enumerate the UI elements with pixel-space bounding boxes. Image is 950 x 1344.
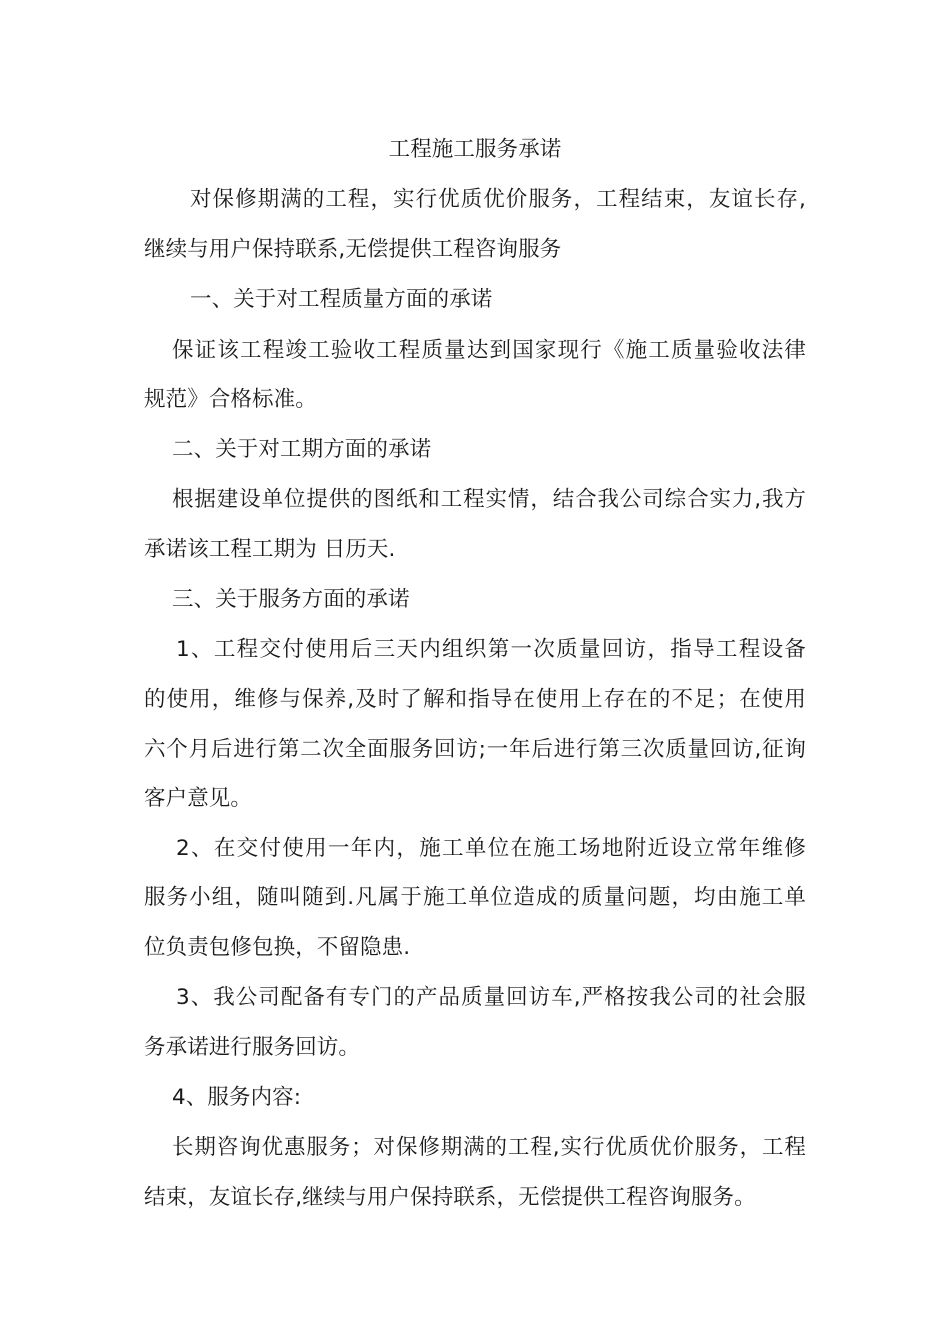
- intro-line-1: 对保修期满的工程，实行优质优价服务，工程结束，友谊长存,: [190, 187, 806, 212]
- section-1-heading: 一、关于对工程质量方面的承诺: [190, 287, 493, 312]
- section-3-item-3-line-1: 3、我公司配备有专门的产品质量回访车,严格按我公司的社会服: [176, 985, 806, 1010]
- section-1-line-1: 保证该工程竣工验收工程质量达到国家现行《施工质量验收法律: [172, 338, 806, 363]
- section-2-line-1: 根据建设单位提供的图纸和工程实情，结合我公司综合实力,我方: [172, 487, 806, 512]
- section-3-item-3-line-2: 务承诺进行服务回访。: [144, 1035, 361, 1060]
- section-3-item-2-line-2: 服务小组，随叫随到.凡属于施工单位造成的质量问题，均由施工单: [144, 885, 806, 910]
- section-3-item-1-line-2: 的使用，维修与保养,及时了解和指导在使用上存在的不足；在使用: [144, 687, 806, 712]
- section-3-heading: 三、关于服务方面的承诺: [172, 587, 410, 612]
- section-2-line-2: 承诺该工程工期为 日历天.: [144, 537, 396, 562]
- document-title: 工程施工服务承诺: [388, 137, 562, 162]
- section-2-heading: 二、关于对工期方面的承诺: [172, 437, 432, 462]
- section-3-item-1-line-4: 客户意见。: [144, 786, 253, 811]
- section-3-item-4-line-2: 结束，友谊长存,继续与用户保持联系，无偿提供工程咨询服务。: [144, 1185, 756, 1210]
- section-3-item-4-line-1: 长期咨询优惠服务；对保修期满的工程,实行优质优价服务，工程: [172, 1135, 806, 1160]
- intro-line-2: 继续与用户保持联系,无偿提供工程咨询服务: [144, 237, 562, 262]
- section-1-line-2: 规范》合格标准。: [144, 387, 317, 412]
- section-3-item-4-heading: 4、服务内容:: [172, 1085, 302, 1110]
- section-3-item-2-line-3: 位负责包修包换，不留隐患.: [144, 935, 411, 960]
- section-3-item-1-line-1: 1、工程交付使用后三天内组织第一次质量回访，指导工程设备: [176, 637, 806, 662]
- section-3-item-2-line-1: 2、在交付使用一年内，施工单位在施工场地附近设立常年维修: [176, 836, 806, 861]
- section-3-item-1-line-3: 六个月后进行第二次全面服务回访;一年后进行第三次质量回访,征询: [144, 737, 806, 762]
